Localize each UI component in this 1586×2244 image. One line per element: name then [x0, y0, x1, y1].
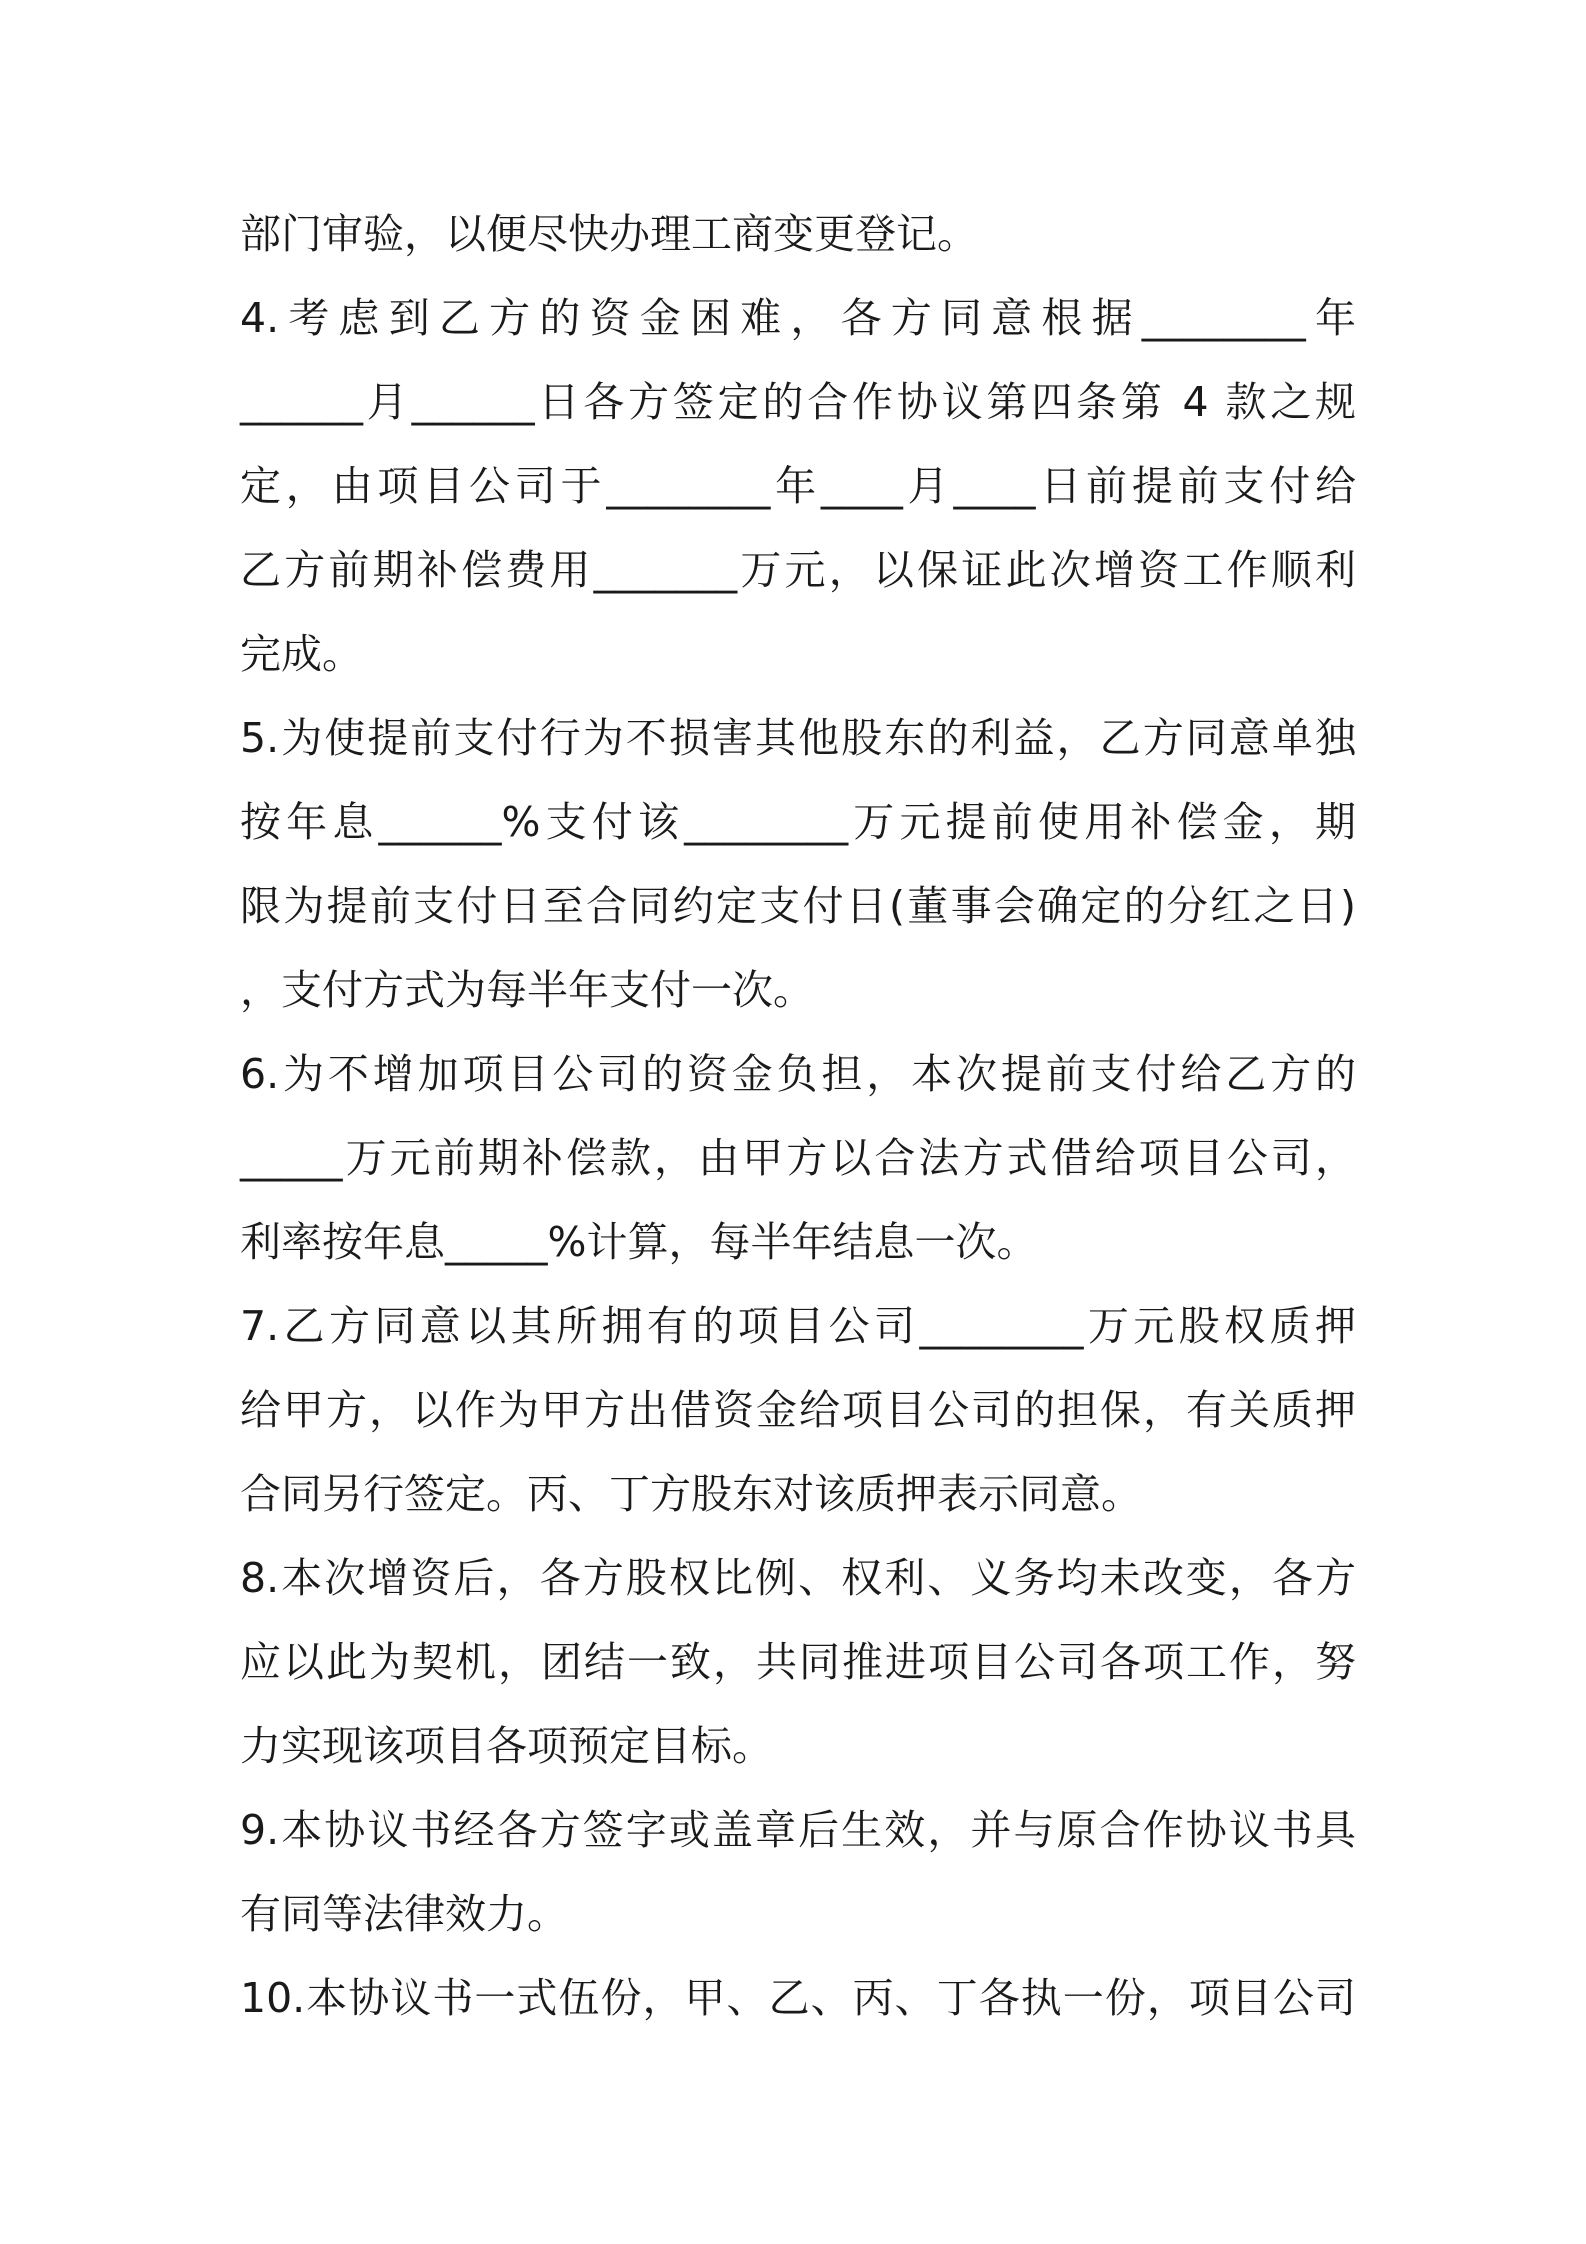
- text-line: _____万元前期补偿款，由甲方以合法方式借给项目公司，: [240, 1134, 1356, 1182]
- text-line: 给甲方，以作为甲方出借资金给项目公司的担保，有关质押: [240, 1386, 1356, 1434]
- text-line: 部门审验，以便尽快办理工商变更登记。: [240, 210, 978, 258]
- text-line: 完成。: [240, 630, 363, 678]
- text-line: 有同等法律效力。: [240, 1890, 568, 1938]
- text-line: 10.本协议书一式伍份，甲、乙、丙、丁各执一份，项目公司: [240, 1974, 1356, 2022]
- text-line: 定，由项目公司于________年____月____日前提前支付给: [240, 462, 1356, 510]
- text-line: ______月______日各方签定的合作协议第四条第 4 款之规: [240, 378, 1356, 426]
- text-line: 5.为使提前支付行为不损害其他股东的利益，乙方同意单独: [240, 714, 1356, 762]
- text-line: 8.本次增资后，各方股权比例、权利、义务均未改变，各方: [240, 1554, 1356, 1602]
- text-line: 7.乙方同意以其所拥有的项目公司________万元股权质押: [240, 1302, 1356, 1350]
- text-line: 应以此为契机，团结一致，共同推进项目公司各项工作，努: [240, 1638, 1356, 1686]
- text-line: 限为提前支付日至合同约定支付日(董事会确定的分红之日): [240, 882, 1356, 930]
- text-line: ，支付方式为每半年支付一次。: [240, 966, 814, 1014]
- text-line: 4.考虑到乙方的资金困难，各方同意根据________年: [240, 294, 1356, 342]
- text-line: 利率按年息_____%计算，每半年结息一次。: [240, 1218, 1038, 1266]
- text-line: 力实现该项目各项预定目标。: [240, 1722, 773, 1770]
- document-body: [240, 192, 1356, 2040]
- text-line: 合同另行签定。丙、丁方股东对该质押表示同意。: [240, 1470, 1142, 1518]
- text-line: 9.本协议书经各方签字或盖章后生效，并与原合作协议书具: [240, 1806, 1356, 1854]
- text-line: 6.为不增加项目公司的资金负担，本次提前支付给乙方的: [240, 1050, 1356, 1098]
- text-line: 按年息______%支付该________万元提前使用补偿金，期: [240, 798, 1356, 846]
- text-line: 乙方前期补偿费用_______万元，以保证此次增资工作顺利: [240, 546, 1356, 594]
